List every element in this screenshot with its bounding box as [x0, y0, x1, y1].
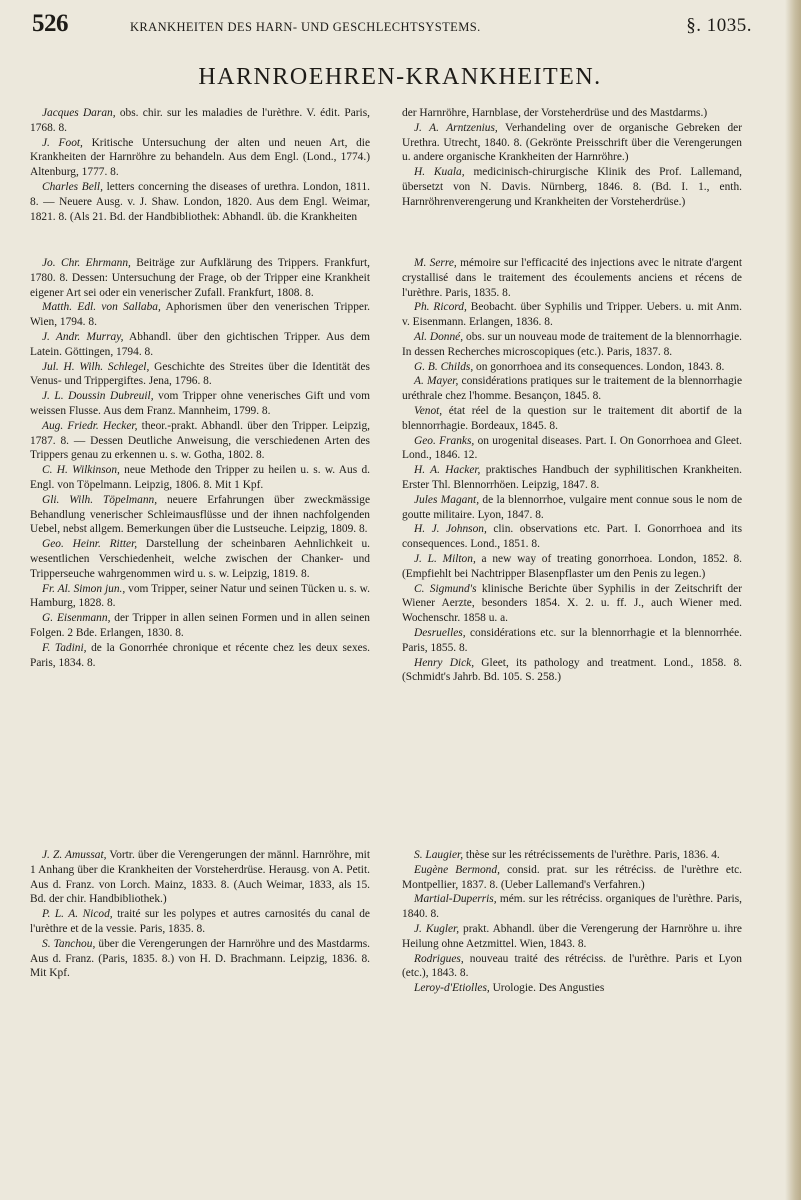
bibliography-entry [30, 937, 370, 981]
bibliography-entry [402, 656, 742, 686]
entry-text: nouveau traité des rétréciss. de l'urèthre. Paris et Lyon (etc.), 1843. 8. [402, 952, 742, 980]
entry-text: Vortr. über die Verengerungen der männl. Harnröhre, mit 1 Anhang über die Krankheiten der Vorsteherdrüse. Herausg. von A. Petit. Aus d. Franz. von Lorch. Mainz, 1833. 8. (Auch Weimar, 1833, als 15. Bd. der chir. Handbibliothek.) [30, 849, 371, 906]
entry-author: S. Laugier, [414, 849, 464, 861]
entry-author: H. J. Johnson, [414, 523, 487, 536]
bibliography-entry [402, 121, 742, 165]
entry-text: mémoire sur l'efficacité des injections avec le nitrate d'argent crystallisé dans le traitement des écoulements anciens et récens de l'urèthre. Paris, 1835. 8. [402, 257, 742, 299]
bibliography-entry [402, 360, 742, 375]
entry-author: Desruelles, [414, 626, 466, 639]
bibliography-entry [402, 922, 742, 952]
entry-author: Matth. Edl. von Sallaba, [42, 301, 161, 314]
entry-text: on gonorrhoea and its consequences. London, 1843. 8. [473, 360, 725, 373]
bibliography-entry [402, 434, 742, 464]
entry-text: Gleet, its pathology and treatment. Lond., 1858. 8. (Schmidt's Jahrb. Bd. 105. S. 258.) [402, 656, 742, 684]
entry-author: Martial-Duperris, [414, 893, 497, 906]
entry-author: J. Kugler, [414, 922, 460, 935]
bibliography-entry [402, 952, 742, 982]
running-header [32, 10, 752, 42]
entry-author: C. Sigmund's [414, 582, 477, 595]
chapter-title: HARNROEHREN-KRANKHEITEN. [198, 64, 602, 90]
entry-author: Geo. Heinr. Ritter, [42, 538, 138, 551]
bibliography-entry [30, 330, 370, 360]
entry-author: Jo. Chr. Ehrmann, [42, 257, 131, 269]
entry-author: G. Eisenmann, [42, 612, 111, 625]
bibliography-entry [30, 419, 370, 463]
bibliography-entry [402, 463, 742, 493]
entry-text: Verhandeling over de organische Gebreken der Urethra. Utrecht, 1840. 8. (Gekrönte Preisschrift über die Verengerungen u. andere organische Krankheiten der Harnröhre.) [402, 121, 742, 164]
bibliography-entry [30, 106, 370, 136]
bibliography-entry [402, 404, 742, 434]
entry-text: Aphorismen über den venerischen Tripper. Wien, 1794. 8. [30, 301, 370, 329]
entry-text: clin. observations etc. Part. I. Gonorrhoea and its consequences. Lond., 1851. 8. [402, 523, 742, 551]
entry-text: neuere Erfahrungen über zweckmässige Behandlung venerischer Schleimausflüsse und der ihnen nachfolgenden Uebel, nebst allgem. Bemerkungen über die Lustseuche. Leipzig, 1809. 8. [30, 493, 370, 536]
bibliography-entry [30, 389, 370, 419]
bibliography-entry [402, 863, 742, 893]
entry-text: Urologie. Des Angusties [489, 982, 605, 995]
column-right-middle [402, 256, 742, 846]
entry-text: vom Tripper, seiner Natur und seinen Tücken u. s. w. Hamburg, 1828. 8. [30, 582, 370, 610]
bibliography-entry [402, 522, 742, 552]
entry-text: Abhandl. über den gichtischen Tripper. Aus dem Latein. Göttingen, 1794. 8. [30, 330, 370, 358]
bibliography-entry [402, 330, 742, 360]
entry-author: A. Mayer, [414, 375, 459, 388]
entry-author: H. Kuala, [414, 166, 465, 179]
bibliography-entry [30, 611, 370, 641]
entry-author: J. L. Milton, [414, 552, 476, 565]
entry-text: considérations pratiques sur le traitement de la blennorrhagie uréthrale chez l'homme. Besançon, 1845. 8. [402, 375, 743, 403]
entry-author: H. A. Hacker, [414, 464, 481, 477]
entry-text: medicinisch-chirurgische Klinik des Prof. Lallemand, übersetzt von N. Davis. Nürnberg, 1846. 8. (Bd. I. 1., enth. Harnröhrenverengerung und Krankheiten der Vorsteherdrüse.) [402, 166, 742, 208]
entry-author: Charles Bell, [42, 180, 103, 193]
entry-author: F. Tadini, [42, 641, 87, 654]
entry-author: Jules Magant, [414, 493, 480, 506]
bibliography-entry [30, 493, 370, 537]
bibliography-entry [30, 582, 370, 612]
entry-author: J. Foot, [42, 136, 83, 149]
entry-author: Ph. Ricord, [414, 301, 467, 314]
entry-text: praktisches Handbuch der syphilitischen Krankheiten. Erster Thl. Blennorrhöen. Leipzig, 1847. 8. [402, 464, 742, 491]
entry-author: M. Serre, [414, 257, 457, 269]
section-number: §. 1035. [686, 15, 752, 36]
entry-text: thèse sur les rétrécissements de l'urèthre. Paris, 1836. 4. [463, 849, 720, 861]
entry-text: vom Tripper ohne venerisches Gift und vom weissen Flusse. Aus dem Franz. Mannheim, 1799. 8. [30, 390, 370, 417]
bibliography-entry [402, 493, 742, 523]
entry-author: Gli. Wilh. Töpelmann, [42, 493, 158, 506]
bibliography-entry [402, 300, 742, 330]
bibliography-entry [30, 360, 370, 390]
bibliography-entry [30, 848, 370, 907]
entry-author: J. A. Arntzenius, [414, 121, 498, 134]
bibliography-entry [30, 256, 370, 300]
entry-text: prakt. Abhandl. über die Verengerung der Harnröhre u. ihre Heilung ohne Aetzmittel. Wien, 1843. 8. [402, 922, 742, 950]
entry-text: über die Verengerungen der Harnröhre und des Mastdarms. Aus d. Franz. (Paris, 1835. 8.) von H. D. Brachmann. Leipzig, 1836. 8. Mit Kpf. [30, 937, 370, 980]
bibliography-entry [30, 907, 370, 937]
entry-author: Rodrigues, [414, 952, 464, 965]
entry-author: Venot, [414, 404, 443, 417]
entry-text: klinische Berichte über Syphilis in der Zeitschrift der Wiener Aerzte, besonders 1854. X. 2. u. ff. J., auch Wiener med. Wochenschr. 1858 u. a. [402, 582, 742, 625]
entry-text: mém. sur les rétréciss. organiques de l'urèthre. Paris, 1840. 8. [402, 893, 742, 921]
column-left-middle [30, 256, 370, 846]
entry-author: G. B. Childs, [414, 360, 474, 373]
entry-author: Eugène Bermond, [414, 863, 500, 876]
entry-text: Geschichte des Streites über die Identität des Venus- und Trippergiftes. Jena, 1796. 8. [30, 360, 370, 388]
bibliography-entry [30, 537, 370, 581]
column-right-top [402, 106, 742, 254]
entry-author: Jul. H. Wilh. Schlegel, [42, 360, 150, 373]
entry-author: Leroy-d'Etiolles, [414, 982, 490, 995]
entry-author: S. Tanchou, [42, 937, 96, 950]
entry-text: der Harnröhre, Harnblase, der Vorsteherdrüse und des Mastdarms.) [402, 107, 708, 119]
entry-author: J. Z. Amussat, [42, 849, 107, 861]
bibliography-entry [402, 981, 742, 996]
page-edge-shadow [785, 0, 801, 1200]
bibliography-entry [30, 641, 370, 671]
entry-author: Jacques Daran, [42, 107, 116, 119]
entry-text: obs. sur un nouveau mode de traitement de la blennorrhagie. In dessen Recherches microscopiques (etc.). Paris, 1837. 8. [402, 330, 742, 358]
entry-author: Al. Donné, [414, 330, 464, 343]
column-left-bottom [30, 848, 370, 1148]
bibliography-entry [402, 892, 742, 922]
entry-text: traité sur les polypes et autres carnosités du canal de l'urèthre et de la vessie. Paris, 1835. 8. [30, 908, 370, 935]
bibliography-entry [402, 626, 742, 656]
bibliography-entry [30, 180, 370, 224]
bibliography-entry [402, 256, 742, 300]
page-number: 526 [32, 10, 68, 37]
entry-author: Fr. Al. Simon jun., [42, 582, 126, 595]
entry-author: Aug. Friedr. Hecker, [42, 419, 138, 432]
entry-author: J. Andr. Murray, [42, 330, 124, 343]
entry-author: C. H. Wilkinson, [42, 464, 120, 477]
bibliography-entry [402, 848, 742, 863]
entry-author: Henry Dick, [414, 656, 475, 669]
entry-text: état réel de la question sur le traitement dit abortif de la blennorrhagie. Bordeaux, 1845. 8. [402, 404, 742, 432]
bibliography-entry [30, 136, 370, 180]
bibliography-entry [402, 106, 742, 121]
entry-author: J. L. Doussin Dubreuil, [42, 390, 154, 403]
bibliography-entry [402, 582, 742, 626]
bibliography-entry [402, 165, 742, 209]
bibliography-entry [30, 463, 370, 493]
entry-text: on urogenital diseases. Part. I. On Gonorrhoea and Gleet. Lond., 1846. 12. [402, 434, 742, 462]
column-left-top [30, 106, 370, 254]
entry-text: Darstellung der scheinbaren Aehnlichkeit u. wesentlichen Verschiedenheit, welche zwischen der Chanker- und Tripperseuche wahrgenommen wird u. s. w. Leipzig, 1819. 8. [30, 538, 370, 580]
entry-text: Beiträge zur Aufklärung des Trippers. Frankfurt, 1780. 8. Dessen: Untersuchung der Frage, ob der Tripper eine Krankheit eigener Art sei oder ein venerischer Zufall. Frankfurt, 1808. 8. [30, 257, 370, 299]
entry-text: de la Gonorrhée chronique et récente chez les deux sexes. Paris, 1834. 8. [30, 641, 370, 669]
entry-text: Kritische Untersuchung der alten und neuen Art, die Krankheiten der Harnröhre zu behandeln. Aus dem Engl. (Lond., 1774.) Altenburg, 1777. 8. [30, 136, 370, 179]
entry-text: a new way of treating gonorrhoea. London, 1852. 8. (Empfiehlt bei Nachtripper Blasenpflaster um den Penis zu legen.) [402, 552, 742, 580]
entry-text: theor.-prakt. Abhandl. über den Tripper. Leipzig, 1787. 8. — Dessen Deutliche Anweisung, die verschiedenen Arten des Trippers genau zu erkennen u. s. w. Gotha, 1802. 8. [30, 419, 370, 462]
entry-text: considérations etc. sur la blennorrhagie et la blennorrhée. Paris, 1855. 8. [402, 626, 742, 654]
entry-text: neue Methode den Tripper zu heilen u. s. w. Aus d. Engl. von Töpelmann. Leipzig, 1806. 8. Mit 1 Kpf. [30, 464, 370, 491]
entry-author: P. L. A. Nicod, [42, 908, 113, 921]
entry-author: Geo. Franks, [414, 434, 475, 447]
running-title: KRANKHEITEN DES HARN- UND GESCHLECHTSYSTEMS. [130, 20, 481, 34]
entry-text: letters concerning the diseases of urethra. London, 1811. 8. — Neuere Ausg. v. J. Shaw. London, 1820. Aus dem Engl. Weimar, 1821. 8. (Als 21. Bd. der Handbibliothek: Abhandl. üb. die Krankheiten [30, 180, 370, 223]
entry-text: obs. chir. sur les maladies de l'urèthre. V. édit. Paris, 1768. 8. [30, 107, 370, 134]
column-right-bottom [402, 848, 742, 1148]
bibliography-entry [402, 552, 742, 582]
bibliography-entry [30, 300, 370, 330]
bibliography-entry [402, 374, 742, 404]
entry-text: de la blennorrhoe, vulgaire ment connue sous le nom de goutte militaire. Lyon, 1847. 8. [402, 493, 743, 521]
entry-text: der Tripper in allen seinen Formen und in allen seinen Folgen. 2 Bde. Erlangen, 1830. 8. [30, 612, 371, 639]
entry-text: Beobacht. über Syphilis und Tripper. Uebers. u. mit Anm. v. Eisenmann. Erlangen, 1836. 8. [402, 301, 742, 329]
entry-text: consid. prat. sur les rétréciss. de l'urèthre etc. Montpellier, 1837. 8. (Ueber Lallemand's Verfahren.) [402, 863, 743, 891]
